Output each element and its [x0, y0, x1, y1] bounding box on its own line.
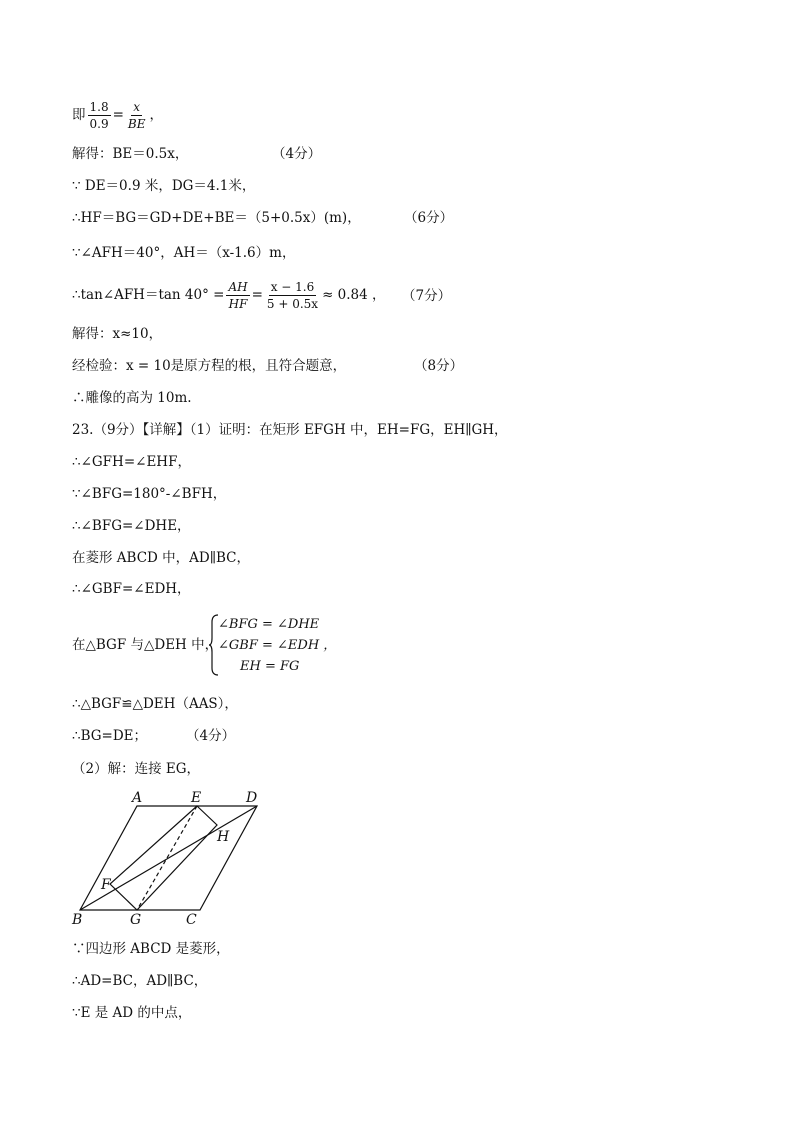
- label-e: E: [191, 790, 202, 806]
- congruence-system: [72, 612, 372, 676]
- conclusion-line: ∴雕像的高为 10m.: [72, 390, 192, 406]
- score-mark: （4分）: [186, 728, 236, 744]
- solution-line-1: ∵四边形 ABCD 是菱形，: [72, 941, 230, 957]
- label-c: C: [186, 912, 197, 928]
- proof-result: ∴BG=DE；: [72, 728, 148, 744]
- score-mark: （7分）: [402, 288, 452, 304]
- label-g: G: [130, 912, 142, 928]
- segment-eg: [137, 806, 197, 910]
- fraction-x: $\frac{x - 1.6}{5 + 0.5x}$: [266, 280, 319, 311]
- fraction-1: $\frac{1.8}{0.9}$: [89, 100, 109, 131]
- label-a: A: [132, 790, 143, 806]
- proof-line-1: ∴∠GFH=∠EHF，: [72, 454, 191, 470]
- proof-line-4: 在菱形 ABCD 中，AD∥BC，: [72, 550, 250, 566]
- rhombus-figure: [60, 784, 280, 934]
- solution-line-x: 解得：x≈10，: [72, 326, 163, 342]
- label-h: H: [217, 829, 230, 845]
- fraction-2: $\frac{x}{BE}$: [127, 100, 146, 131]
- score-mark: （6分）: [404, 210, 454, 226]
- system-intro: 在△BGF 与△DEH 中，: [72, 637, 219, 653]
- label-b: B: [72, 912, 83, 928]
- given-line-angle-afh: ∵∠AFH＝40°，AH＝（x-1.6）m，: [72, 245, 296, 261]
- score-mark: （8分）: [414, 358, 464, 374]
- proof-line-2: ∵∠BFG=180°-∠BFH，: [72, 486, 227, 502]
- system-equations: ∠BFG = ∠DHE ∠GBF = ∠EDH ， EH = FG: [218, 617, 337, 674]
- check-line: 经检验：x = 10是原方程的根，且符合题意，: [72, 358, 347, 374]
- solution-line-2: ∴AD=BC，AD∥BC，: [72, 973, 208, 989]
- label-d: D: [246, 790, 258, 806]
- solution-line-3: ∵E 是 AD 的中点，: [72, 1005, 192, 1021]
- fraction-ah-hf: $\frac{AH}{HF}$: [228, 280, 248, 311]
- equation-line-tan: ∴tan∠AFH＝tan 40° = $\frac{AH}{HF}$ = $\frac{x - 1.6}{5 + 0.5x}$ ≈ 0.84 ，: [72, 280, 386, 311]
- proof-line-3: ∴∠BFG=∠DHE，: [72, 518, 191, 534]
- given-line-de-dg: ∵ DE＝0.9 米，DG＝4.1米，: [72, 178, 256, 194]
- score-mark: （4分）: [272, 146, 322, 162]
- congruence-conclusion: ∴△BGF≌△DEH（AAS），: [72, 696, 238, 712]
- label-f: F: [101, 877, 111, 893]
- diagonal-bd: [80, 806, 257, 910]
- problem-23-header: 23.（9分）【详解】（1）证明：在矩形 EFGH 中，EH=FG，EH∥GH，: [72, 422, 508, 438]
- derivation-line-hf: ∴HF＝BG＝GD+DE+BE＝（5+0.5x）(m)，: [72, 210, 361, 226]
- part-2-intro: （2）解：连接 EG，: [72, 761, 201, 777]
- solution-line-be: 解得：BE＝0.5x，: [72, 146, 189, 162]
- equation-line-1: 即 $\frac{1.8}{0.9}$ = $\frac{x}{BE}$ ，: [72, 100, 163, 131]
- proof-line-5: ∴∠GBF=∠EDH，: [72, 581, 191, 597]
- rectangle-efgh: [110, 806, 217, 910]
